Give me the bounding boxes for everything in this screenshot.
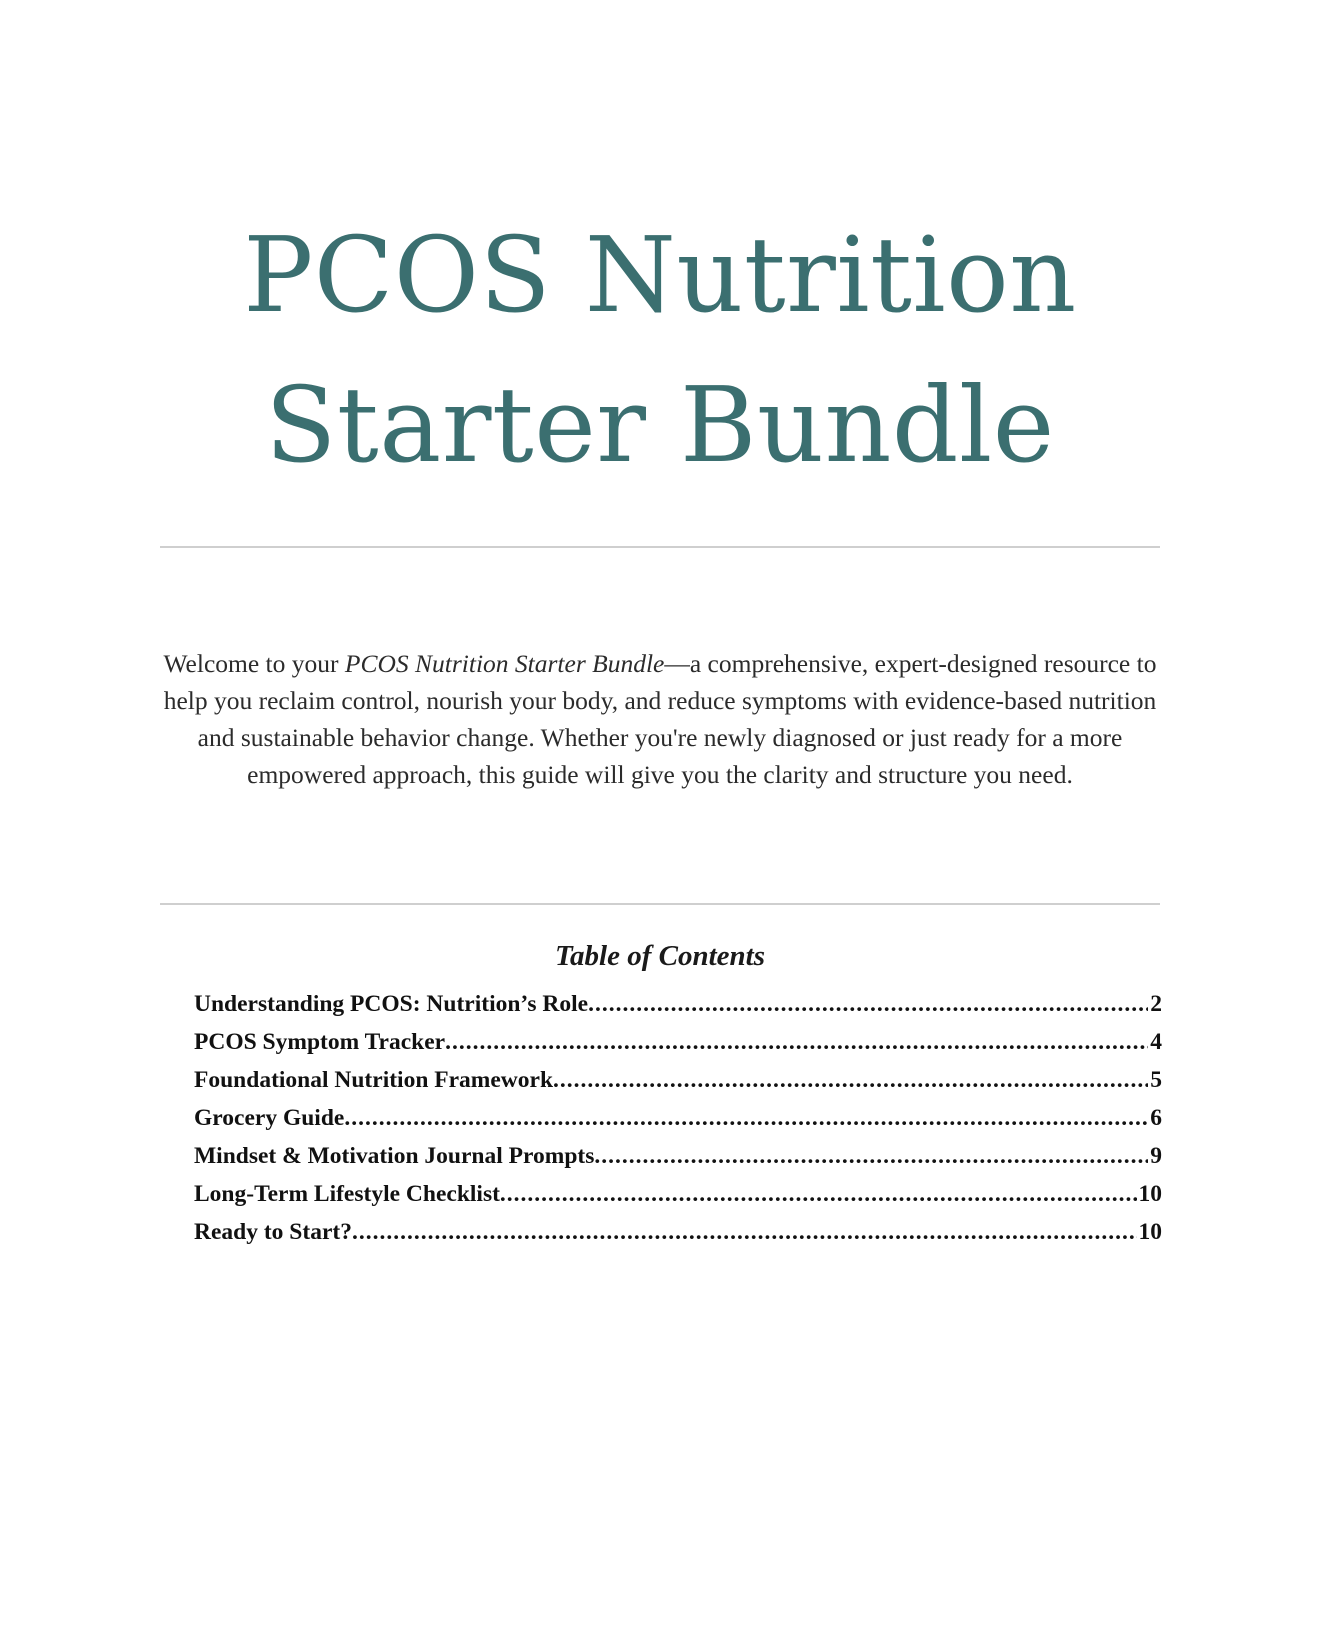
intro-text-before: Welcome to your — [163, 649, 345, 678]
toc-item-page: 10 — [1138, 1219, 1162, 1245]
toc-item-page: 5 — [1150, 1067, 1162, 1093]
table-of-contents — [194, 985, 1162, 1251]
toc-item-page: 9 — [1150, 1143, 1162, 1169]
toc-item-title: Understanding PCOS: Nutrition’s Role — [194, 991, 589, 1017]
intro-paragraph — [155, 645, 1165, 793]
toc-item-title: Ready to Start? — [194, 1219, 352, 1245]
toc-item-title: Mindset & Motivation Journal Prompts — [194, 1143, 595, 1169]
intro-text-italic: PCOS Nutrition Starter Bundle — [344, 649, 665, 678]
divider-bottom — [160, 903, 1160, 905]
toc-item[interactable] — [194, 1061, 1162, 1099]
toc-leader-dots — [594, 1137, 1148, 1175]
toc-item-page: 4 — [1150, 1029, 1162, 1055]
toc-leader-dots — [500, 1175, 1137, 1213]
toc-leader-dots — [344, 1099, 1148, 1137]
toc-item[interactable] — [194, 1137, 1162, 1175]
divider-top — [160, 546, 1160, 548]
toc-item-page: 2 — [1150, 991, 1162, 1017]
toc-item-title: Long-Term Lifestyle Checklist — [194, 1181, 500, 1207]
page-title-line-1: PCOS Nutrition — [243, 214, 1077, 336]
toc-leader-dots — [553, 1061, 1148, 1099]
page-title — [0, 200, 1320, 500]
toc-item[interactable] — [194, 1099, 1162, 1137]
toc-heading: Table of Contents — [554, 940, 765, 972]
intro-text-after: —a comprehensive, expert-designed resource to help you reclaim control, nourish your body, and reduce symptoms with evidence-based nutrition and sustainable behavior change. Whether you're newly diagnosed or just ready for a more empowered approach, this guide will give you the clarity and structure you need. — [163, 649, 1157, 789]
toc-leader-dots — [445, 1023, 1148, 1061]
toc-item[interactable] — [194, 1023, 1162, 1061]
toc-item-page: 10 — [1138, 1181, 1162, 1207]
page-title-line-2: Starter Bundle — [265, 364, 1055, 486]
toc-item-title: Grocery Guide — [194, 1105, 345, 1131]
toc-item-page: 6 — [1150, 1105, 1162, 1131]
toc-leader-dots — [352, 1213, 1137, 1251]
toc-item[interactable] — [194, 985, 1162, 1023]
toc-item-title: Foundational Nutrition Framework — [194, 1067, 554, 1093]
toc-item[interactable] — [194, 1175, 1162, 1213]
toc-item[interactable] — [194, 1213, 1162, 1251]
toc-item-title: PCOS Symptom Tracker — [194, 1029, 446, 1055]
toc-leader-dots — [588, 985, 1148, 1023]
